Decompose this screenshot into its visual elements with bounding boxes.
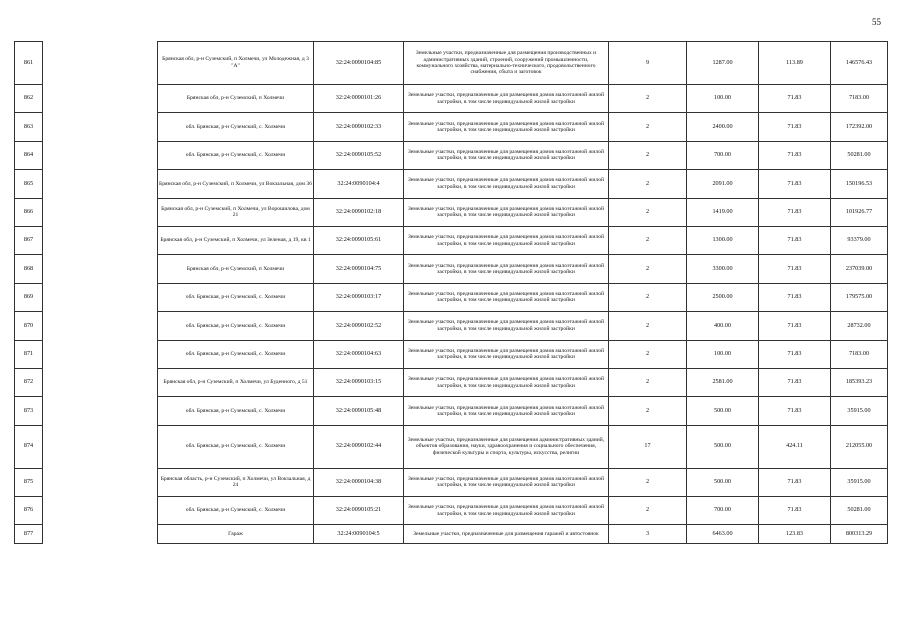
area-cell: 6463.00 xyxy=(687,525,759,544)
address-cell: Гараж xyxy=(158,525,314,544)
spacer-cell xyxy=(43,113,158,141)
land-use-cell: Земельные участки, предназначенные для размещения административных зданий, объектов образования, науки, здравоохранения и социального обеспечения, физической культуры и спорта, культуры, искусства, религии xyxy=(404,425,609,468)
table-row xyxy=(15,497,888,525)
spacer-cell xyxy=(43,198,158,226)
spacer-cell xyxy=(43,368,158,396)
table-row xyxy=(15,113,888,141)
address-cell: Брянская область, р-н Суземский, п Холмечи, ул Вокзальная, д 24 xyxy=(158,468,314,496)
address-cell: обл. Брянская, р-н Суземский, с. Холмечи xyxy=(158,497,314,525)
cadastral-number-cell: 32:24:0090105:21 xyxy=(314,497,404,525)
specific-value-cell: 71.83 xyxy=(759,170,831,198)
area-cell: 100.00 xyxy=(687,85,759,113)
row-number: 875 xyxy=(15,468,43,496)
address-cell: обл. Брянская, р-н Суземский, с. Холмечи xyxy=(158,141,314,169)
land-use-cell: Земельные участки, предназначенные для размещения домов малоэтажной жилой застройки, в том числе индивидуальной жилой застройки xyxy=(404,113,609,141)
cadastral-value-cell: 185393.23 xyxy=(831,368,888,396)
row-number: 874 xyxy=(15,425,43,468)
spacer-cell xyxy=(43,226,158,254)
cadastral-value-cell: 212055.00 xyxy=(831,425,888,468)
group-cell: 2 xyxy=(609,226,687,254)
cadastral-value-cell: 800313.29 xyxy=(831,525,888,544)
group-cell: 2 xyxy=(609,141,687,169)
group-cell: 2 xyxy=(609,283,687,311)
cadastral-number-cell: 32:24:0090102:18 xyxy=(314,198,404,226)
land-use-cell: Земельные участки, предназначенные для размещения домов малоэтажной жилой застройки, в том числе индивидуальной жилой застройки xyxy=(404,312,609,340)
table-row xyxy=(15,170,888,198)
address-cell: Брянская обл, р-н Суземский, п Холмечи, ул Зеленая, д 19, кв 1 xyxy=(158,226,314,254)
land-use-cell: Земельные участки, предназначенные для размещения домов малоэтажной жилой застройки, в том числе индивидуальной жилой застройки xyxy=(404,255,609,283)
group-cell: 2 xyxy=(609,397,687,425)
table-row xyxy=(15,425,888,468)
area-cell: 1419.00 xyxy=(687,198,759,226)
page-number: 55 xyxy=(872,17,881,27)
specific-value-cell: 71.83 xyxy=(759,468,831,496)
table-row xyxy=(15,368,888,396)
specific-value-cell: 113.89 xyxy=(759,42,831,85)
address-cell: обл. Брянская, р-н Суземский, с. Холмечи xyxy=(158,340,314,368)
area-cell: 1287.00 xyxy=(687,42,759,85)
cadastral-number-cell: 32:24:0090105:61 xyxy=(314,226,404,254)
area-cell: 2400.00 xyxy=(687,113,759,141)
specific-value-cell: 71.83 xyxy=(759,141,831,169)
specific-value-cell: 71.83 xyxy=(759,226,831,254)
land-use-cell: Земельные участки, предназначенные для размещения домов малоэтажной жилой застройки, в том числе индивидуальной жилой застройки xyxy=(404,283,609,311)
cadastral-number-cell: 32:24:0090105:52 xyxy=(314,141,404,169)
area-cell: 700.00 xyxy=(687,497,759,525)
spacer-cell xyxy=(43,85,158,113)
spacer-cell xyxy=(43,42,158,85)
land-use-cell: Земельные участки, предназначенные для размещения домов малоэтажной жилой застройки, в том числе индивидуальной жилой застройки xyxy=(404,397,609,425)
group-cell: 3 xyxy=(609,525,687,544)
specific-value-cell: 71.83 xyxy=(759,340,831,368)
area-cell: 400.00 xyxy=(687,312,759,340)
specific-value-cell: 71.83 xyxy=(759,255,831,283)
address-cell: обл. Брянская, р-н Суземский, с. Холмечи xyxy=(158,113,314,141)
address-cell: обл. Брянская, р-н Суземский, с. Холмечи xyxy=(158,283,314,311)
cadastral-number-cell: 32:24:0090104:5 xyxy=(314,525,404,544)
specific-value-cell: 71.83 xyxy=(759,113,831,141)
spacer-cell xyxy=(43,497,158,525)
group-cell: 9 xyxy=(609,42,687,85)
cadastral-value-cell: 237039.00 xyxy=(831,255,888,283)
address-cell: Брянская обл, р-н Суземский, п Холмечи, ул Ворошилова, дом 21 xyxy=(158,198,314,226)
cadastral-value-cell: 93379.00 xyxy=(831,226,888,254)
cadastral-value-cell: 50281.00 xyxy=(831,497,888,525)
cadastral-value-cell: 101926.77 xyxy=(831,198,888,226)
row-number: 866 xyxy=(15,198,43,226)
row-number: 865 xyxy=(15,170,43,198)
cadastral-value-table xyxy=(14,41,888,544)
address-cell: Брянская обл, р-н Суземский, п Холмечи xyxy=(158,255,314,283)
table-row xyxy=(15,141,888,169)
table-row xyxy=(15,525,888,544)
table-row xyxy=(15,312,888,340)
group-cell: 2 xyxy=(609,85,687,113)
spacer-cell xyxy=(43,525,158,544)
spacer-cell xyxy=(43,397,158,425)
cadastral-value-cell: 50281.00 xyxy=(831,141,888,169)
cadastral-value-cell: 28732.00 xyxy=(831,312,888,340)
spacer-cell xyxy=(43,468,158,496)
row-number: 869 xyxy=(15,283,43,311)
spacer-cell xyxy=(43,283,158,311)
specific-value-cell: 71.83 xyxy=(759,312,831,340)
row-number: 877 xyxy=(15,525,43,544)
land-use-cell: Земельные участки, предназначенные для размещения домов малоэтажной жилой застройки, в том числе индивидуальной жилой застройки xyxy=(404,468,609,496)
spacer-cell xyxy=(43,141,158,169)
cadastral-number-cell: 32:24:0090104:4 xyxy=(314,170,404,198)
group-cell: 2 xyxy=(609,198,687,226)
cadastral-number-cell: 32:24:0090102:44 xyxy=(314,425,404,468)
specific-value-cell: 71.83 xyxy=(759,397,831,425)
cadastral-number-cell: 32:24:0090101:26 xyxy=(314,85,404,113)
table-row xyxy=(15,340,888,368)
area-cell: 700.00 xyxy=(687,141,759,169)
area-cell: 500.00 xyxy=(687,425,759,468)
area-cell: 2091.00 xyxy=(687,170,759,198)
cadastral-value-cell: 179575.00 xyxy=(831,283,888,311)
row-number: 862 xyxy=(15,85,43,113)
group-cell: 2 xyxy=(609,368,687,396)
specific-value-cell: 71.83 xyxy=(759,368,831,396)
group-cell: 2 xyxy=(609,170,687,198)
spacer-cell xyxy=(43,255,158,283)
spacer-cell xyxy=(43,312,158,340)
spacer-cell xyxy=(43,340,158,368)
table-row xyxy=(15,255,888,283)
area-cell: 2500.00 xyxy=(687,283,759,311)
cadastral-value-cell: 150196.53 xyxy=(831,170,888,198)
group-cell: 2 xyxy=(609,468,687,496)
cadastral-value-cell: 35915.00 xyxy=(831,397,888,425)
land-use-cell: Земельные участки, предназначенные для размещения домов малоэтажной жилой застройки, в том числе индивидуальной жилой застройки xyxy=(404,497,609,525)
address-cell: Брянская обл, р-н Суземский, п Холмечи, ул Вокзальная, дом 36 xyxy=(158,170,314,198)
land-use-cell: Земельные участки, предназначенные для размещения домов малоэтажной жилой застройки, в том числе индивидуальной жилой застройки xyxy=(404,368,609,396)
row-number: 863 xyxy=(15,113,43,141)
cadastral-number-cell: 32:24:0090104:85 xyxy=(314,42,404,85)
land-use-cell: Земельные участки, предназначенные для размещения производственных и административных зданий, строений, сооружений промышленности, коммунального хозяйства, материально-технического, продовольственного снабжения, сбыта и заготовок xyxy=(404,42,609,85)
row-number: 871 xyxy=(15,340,43,368)
row-number: 864 xyxy=(15,141,43,169)
area-cell: 100.00 xyxy=(687,340,759,368)
land-use-cell: Земельные участки, предназначенные для размещения домов малоэтажной жилой застройки, в том числе индивидуальной жилой застройки xyxy=(404,198,609,226)
land-use-cell: Земельные участки, предназначенные для размещения гаражей и автостоянок xyxy=(404,525,609,544)
land-use-cell: Земельные участки, предназначенные для размещения домов малоэтажной жилой застройки, в том числе индивидуальной жилой застройки xyxy=(404,340,609,368)
cadastral-value-cell: 7183.00 xyxy=(831,85,888,113)
table-row xyxy=(15,468,888,496)
table-row xyxy=(15,85,888,113)
table-row xyxy=(15,226,888,254)
area-cell: 2581.00 xyxy=(687,368,759,396)
cadastral-number-cell: 32:24:0090105:48 xyxy=(314,397,404,425)
land-use-cell: Земельные участки, предназначенные для размещения домов малоэтажной жилой застройки, в том числе индивидуальной жилой застройки xyxy=(404,141,609,169)
address-cell: обл. Брянская, р-н Суземский, с. Холмечи xyxy=(158,425,314,468)
address-cell: Брянская обл, р-н Суземский, п Холмечи, ул Буденного, д 51 xyxy=(158,368,314,396)
area-cell: 500.00 xyxy=(687,397,759,425)
specific-value-cell: 71.83 xyxy=(759,85,831,113)
cadastral-number-cell: 32:24:0090104:38 xyxy=(314,468,404,496)
table-row xyxy=(15,42,888,85)
land-use-cell: Земельные участки, предназначенные для размещения домов малоэтажной жилой застройки, в том числе индивидуальной жилой застройки xyxy=(404,85,609,113)
specific-value-cell: 123.83 xyxy=(759,525,831,544)
address-cell: обл. Брянская, р-н Суземский, с. Холмечи xyxy=(158,397,314,425)
area-cell: 500.00 xyxy=(687,468,759,496)
spacer-cell xyxy=(43,170,158,198)
specific-value-cell: 71.83 xyxy=(759,198,831,226)
group-cell: 2 xyxy=(609,255,687,283)
specific-value-cell: 71.83 xyxy=(759,283,831,311)
row-number: 868 xyxy=(15,255,43,283)
address-cell: обл. Брянская, р-н Суземский, с. Холмечи xyxy=(158,312,314,340)
cadastral-number-cell: 32:24:0090102:33 xyxy=(314,113,404,141)
table-body xyxy=(15,42,888,544)
group-cell: 17 xyxy=(609,425,687,468)
table-row xyxy=(15,283,888,311)
cadastral-value-cell: 146576.43 xyxy=(831,42,888,85)
group-cell: 2 xyxy=(609,312,687,340)
row-number: 861 xyxy=(15,42,43,85)
cadastral-number-cell: 32:24:0090104:75 xyxy=(314,255,404,283)
land-use-cell: Земельные участки, предназначенные для размещения домов малоэтажной жилой застройки, в том числе индивидуальной жилой застройки xyxy=(404,170,609,198)
cadastral-value-cell: 7183.00 xyxy=(831,340,888,368)
cadastral-number-cell: 32:24:0090103:17 xyxy=(314,283,404,311)
cadastral-number-cell: 32:24:0090102:52 xyxy=(314,312,404,340)
cadastral-value-cell: 35915.00 xyxy=(831,468,888,496)
row-number: 870 xyxy=(15,312,43,340)
specific-value-cell: 71.83 xyxy=(759,497,831,525)
table-row xyxy=(15,397,888,425)
spacer-cell xyxy=(43,425,158,468)
cadastral-number-cell: 32:24:0090104:63 xyxy=(314,340,404,368)
address-cell: Брянская обл, р-н Суземский, п Холмечи xyxy=(158,85,314,113)
area-cell: 3300.00 xyxy=(687,255,759,283)
row-number: 873 xyxy=(15,397,43,425)
group-cell: 2 xyxy=(609,113,687,141)
row-number: 876 xyxy=(15,497,43,525)
address-cell: Брянская обл, р-н Суземский, п Холмечи, ул Молодежная, д 3 "А" xyxy=(158,42,314,85)
table-row xyxy=(15,198,888,226)
specific-value-cell: 424.11 xyxy=(759,425,831,468)
group-cell: 2 xyxy=(609,497,687,525)
area-cell: 1300.00 xyxy=(687,226,759,254)
group-cell: 2 xyxy=(609,340,687,368)
row-number: 867 xyxy=(15,226,43,254)
land-use-cell: Земельные участки, предназначенные для размещения домов малоэтажной жилой застройки, в том числе индивидуальной жилой застройки xyxy=(404,226,609,254)
cadastral-number-cell: 32:24:0090103:15 xyxy=(314,368,404,396)
row-number: 872 xyxy=(15,368,43,396)
cadastral-value-cell: 172392.00 xyxy=(831,113,888,141)
